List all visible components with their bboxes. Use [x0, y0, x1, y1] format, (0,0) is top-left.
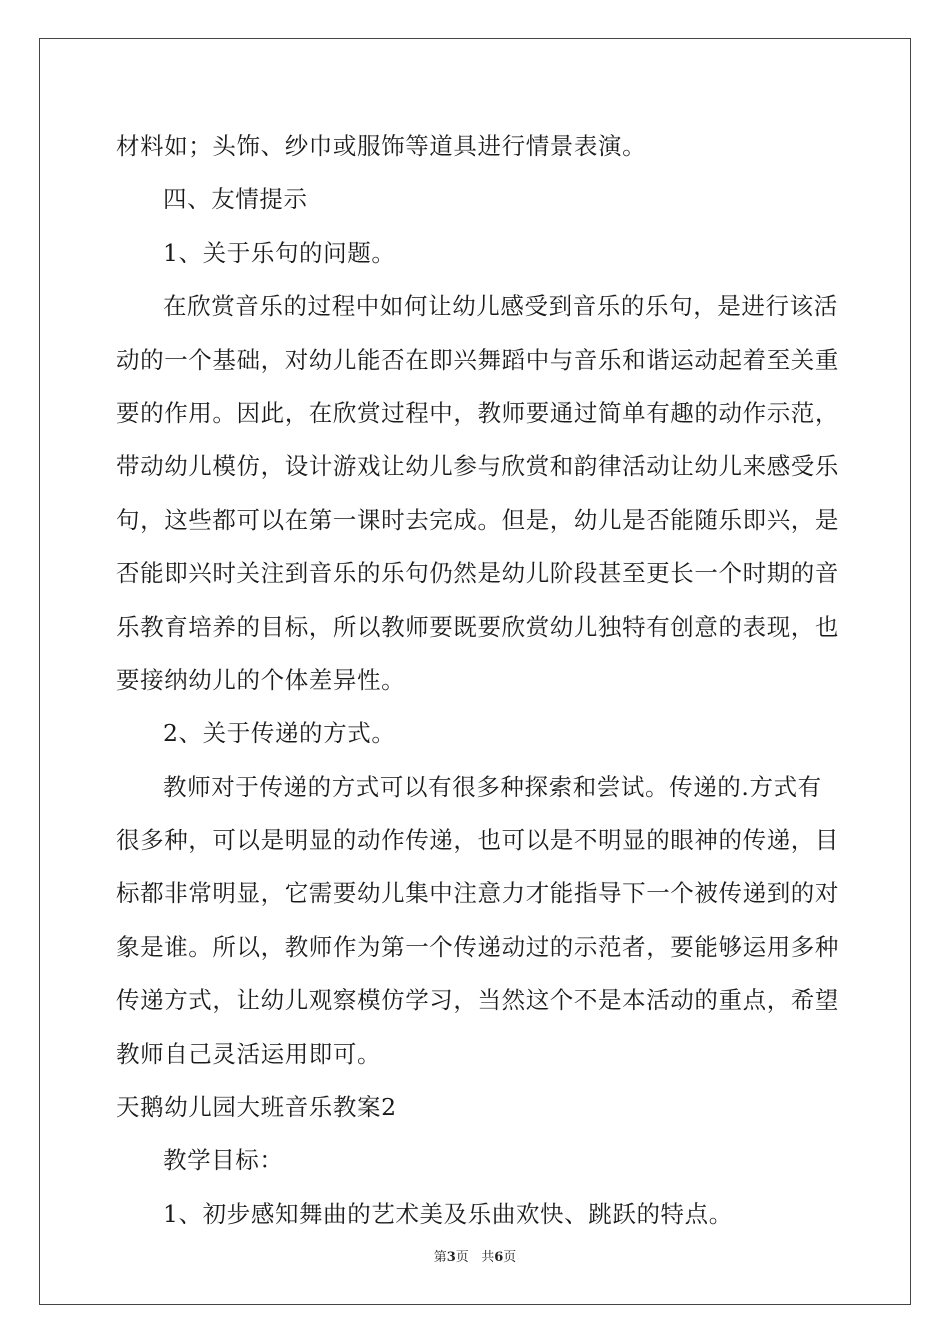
document-body	[116, 120, 839, 1241]
paragraph-line: 动的一个基础，对幼儿能否在即兴舞蹈中与音乐和谐运动起着至关重	[116, 345, 839, 374]
paragraph-line: 句，这些都可以在第一课时去完成。但是，幼儿是否能随乐即兴，是	[116, 505, 839, 534]
page-suffix: 页	[455, 1250, 469, 1265]
paragraph-line: 很多种，可以是明显的动作传递，也可以是不明显的眼神的传递，目	[116, 826, 839, 855]
paragraph-line: 传递方式，让幼儿观察模仿学习，当然这个不是本活动的重点，希望	[116, 986, 839, 1015]
paragraph-line: 教师自己灵活运用即可。	[116, 1039, 382, 1068]
paragraph-line: 标都非常明显，它需要幼儿集中注意力才能指导下一个被传递到的对	[116, 879, 839, 908]
paragraph-line: 要接纳幼儿的个体差异性。	[116, 665, 406, 694]
paragraph-line: 乐教育培养的目标，所以教师要既要欣赏幼儿独特有创意的表现，也	[116, 612, 839, 641]
page-current: 3	[446, 1250, 456, 1265]
page-total: 6	[494, 1250, 504, 1265]
paragraph-line: 1、初步感知舞曲的艺术美及乐曲欢快、跳跃的特点。	[163, 1199, 733, 1228]
paragraph-line: 带动幼儿模仿，设计游戏让幼儿参与欣赏和韵律活动让幼儿来感受乐	[116, 452, 839, 481]
paragraph-line: 否能即兴时关注到音乐的乐句仍然是幼儿阶段甚至更长一个时期的音	[116, 559, 839, 588]
section-heading: 教学目标：	[163, 1146, 284, 1175]
section-heading: 四、友情提示	[163, 185, 308, 214]
body-line: 材料如；头饰、纱巾或服饰等道具进行情景表演。	[116, 132, 647, 160]
total-prefix: 共	[481, 1250, 495, 1265]
page-footer	[0, 1246, 950, 1265]
paragraph-line: 要的作用。因此，在欣赏过程中，教师要通过简单有趣的动作示范，	[116, 398, 839, 427]
page-prefix: 第	[433, 1250, 447, 1265]
paragraph-line: 在欣赏音乐的过程中如何让幼儿感受到音乐的乐句，是进行该活	[163, 292, 838, 321]
document-title: 天鹅幼儿园大班音乐教案2	[116, 1093, 397, 1122]
subsection-heading: 1、关于乐句的问题。	[163, 238, 396, 267]
paragraph-line: 教师对于传递的方式可以有很多种探索和尝试。传递的.方式有	[163, 772, 822, 801]
subsection-heading: 2、关于传递的方式。	[163, 719, 396, 748]
total-suffix: 页	[503, 1250, 517, 1265]
paragraph-line: 象是谁。所以，教师作为第一个传递动过的示范者，要能够运用多种	[116, 932, 839, 961]
